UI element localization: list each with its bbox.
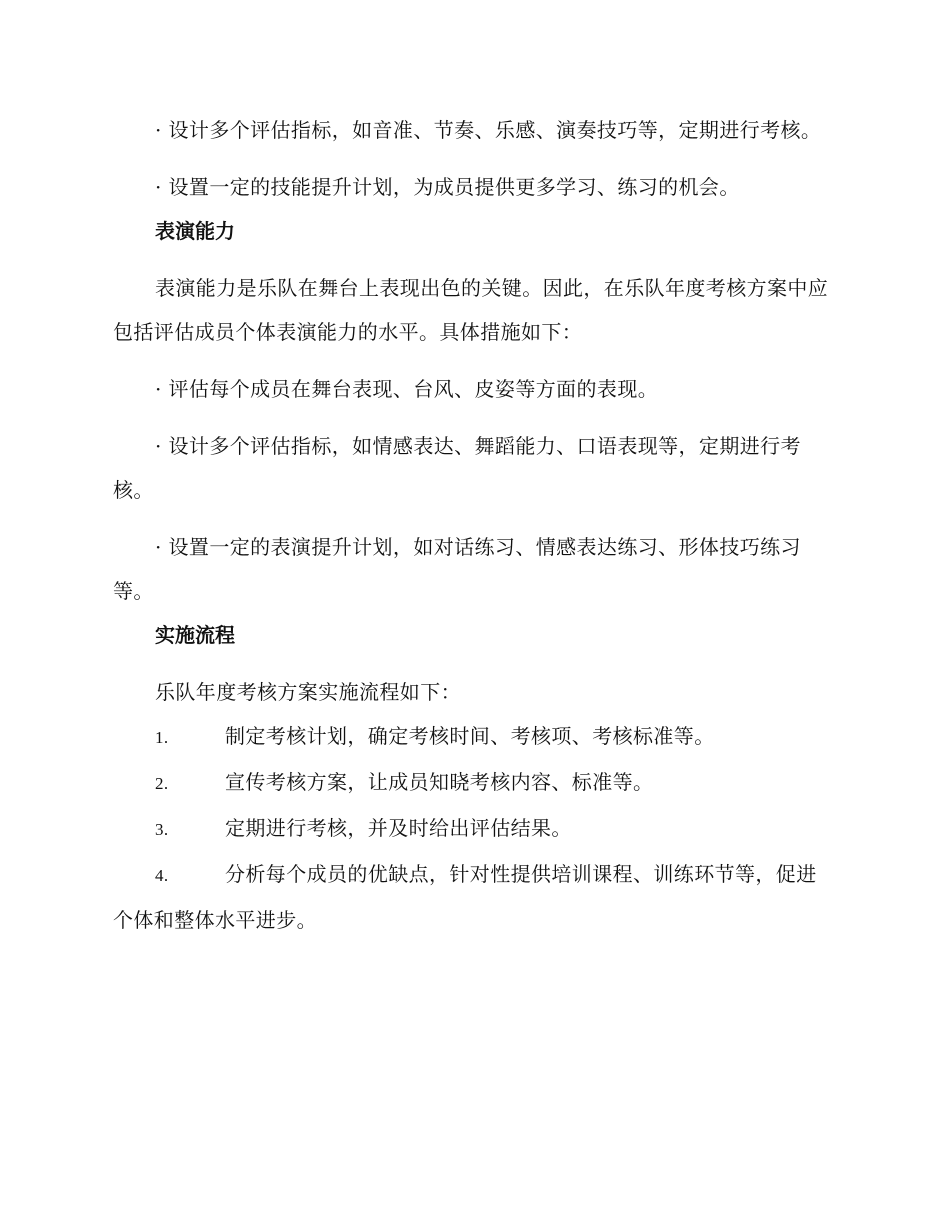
performance-bullet-1: · 评估每个成员在舞台表现、台风、皮姿等方面的表现。 [155,377,659,401]
process-intro: 乐队年度考核方案实施流程如下： [155,680,461,704]
performance-intro: 表演能力是乐队在舞台上表现出色的关键。因此，在乐队年度考核方案中应包括评估成员个体表演能力的水平。具体措施如下： [113,276,829,344]
process-step-2 [113,760,833,806]
step-number: 3. [155,820,169,839]
process-step-1 [113,714,833,760]
process-step-4 [113,852,833,942]
step-number: 4. [155,866,169,885]
process-step-3 [113,806,833,852]
section-heading-performance: 表演能力 [155,219,235,243]
document-page [113,108,833,942]
step-text: 宣传考核方案，让成员知晓考核内容、标准等。 [225,770,654,794]
step-text: 分析每个成员的优缺点，针对性提供培训课程、训练环节等，促进个体和整体水平进步。 [113,862,817,932]
skills-bullet-1: · 设计多个评估指标，如音准、节奏、乐感、演奏技巧等，定期进行考核。 [155,118,822,142]
performance-bullet-2: · 设计多个评估指标，如情感表达、舞蹈能力、口语表现等，定期进行考核。 [113,434,801,502]
step-number: 2. [155,774,169,793]
performance-bullet-3: · 设置一定的表演提升计划，如对话练习、情感表达练习、形体技巧练习等。 [113,535,801,603]
skills-bullet-2: · 设置一定的技能提升计划，为成员提供更多学习、练习的机会。 [155,175,740,199]
step-text: 制定考核计划，确定考核时间、考核项、考核标准等。 [225,724,715,748]
step-number: 1. [155,728,169,747]
section-heading-process: 实施流程 [155,623,235,647]
step-text: 定期进行考核，并及时给出评估结果。 [225,816,572,840]
